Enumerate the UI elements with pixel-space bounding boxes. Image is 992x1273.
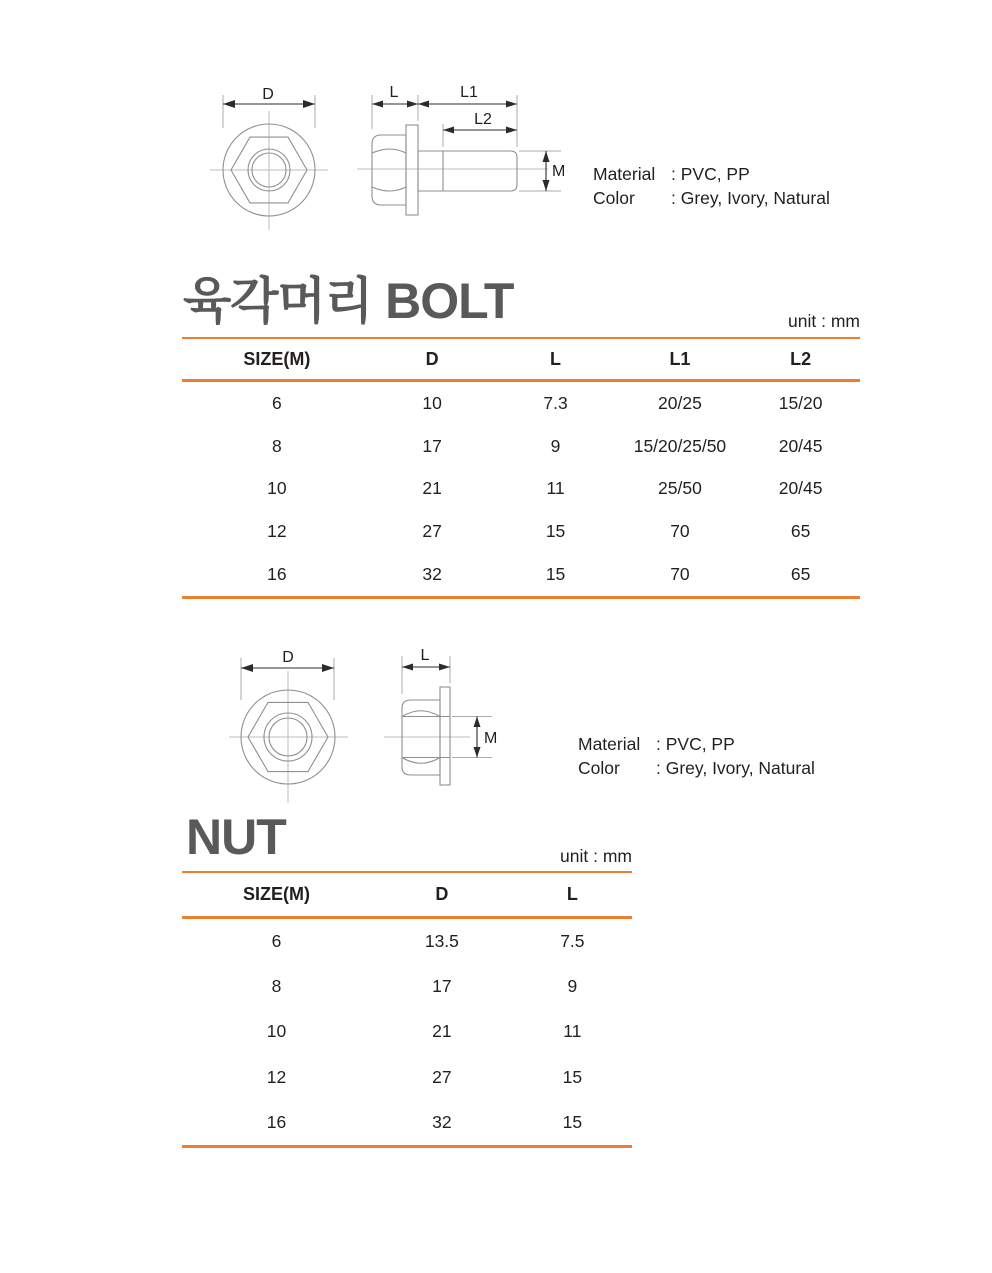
material-row: [578, 733, 815, 757]
column-header: D: [425, 348, 439, 369]
column-header: L2: [790, 348, 812, 369]
bolt-section-title: 육각머리 BOLT: [183, 273, 514, 329]
table-cell: 20/45: [778, 478, 823, 499]
table-row: [182, 510, 860, 553]
table-cell: 32: [432, 1111, 452, 1132]
bolt-dim-l1-label: L1: [460, 84, 478, 101]
dim-arrow: [439, 664, 450, 671]
table-cell: 20/25: [658, 392, 702, 413]
table-cell: 25/50: [658, 478, 702, 499]
table-cell: 65: [790, 564, 811, 585]
column-header: L: [550, 348, 562, 369]
table-cell: 12: [266, 1066, 287, 1087]
material-label: Material: [593, 164, 656, 184]
table-cell: 21: [432, 1021, 452, 1042]
table-row: [182, 919, 632, 964]
dim-arrow: [543, 151, 550, 162]
table-cell: 21: [422, 478, 442, 499]
table-cell: 20/45: [778, 435, 823, 456]
material-value: : PVC, PP: [656, 734, 735, 754]
bolt-material-info: [593, 163, 830, 210]
dim-arrow: [402, 664, 413, 671]
bolt-dim-m-label: M: [552, 163, 566, 180]
table-cell: 17: [432, 976, 452, 997]
table-cell: 11: [563, 1021, 582, 1042]
bolt-side-view: [357, 84, 565, 215]
nut-front-view: [229, 649, 348, 803]
table-row: [182, 553, 860, 596]
dim-arrow: [506, 101, 517, 108]
nut-technical-drawing: [180, 615, 610, 815]
table-row: [182, 1009, 632, 1054]
bolt-table: [182, 337, 860, 599]
bolt-technical-drawing: [170, 50, 600, 245]
dim-arrow: [418, 101, 429, 108]
table-row: [182, 382, 860, 425]
table-cell: 6: [272, 392, 282, 413]
dim-arrow: [506, 127, 517, 134]
table-cell: 15/20: [778, 392, 823, 413]
dim-arrow: [303, 100, 315, 108]
table-cell: 10: [267, 478, 287, 499]
dim-arrow: [322, 664, 334, 672]
bolt-dim-d-label: D: [262, 86, 274, 103]
bolt-dim-l2-label: L2: [474, 111, 492, 128]
bolt-dim-l-label: L: [389, 84, 399, 101]
table-cell: 8: [272, 435, 282, 456]
table-row: [182, 468, 860, 511]
color-value: : Grey, Ivory, Natural: [656, 757, 815, 778]
nut-section-title: NUT: [186, 809, 286, 865]
table-cell: 70: [670, 521, 690, 542]
table-row: [182, 425, 860, 468]
color-label: Color: [593, 187, 635, 208]
table-cell: 65: [790, 521, 811, 542]
bolt-table-header-row: [182, 339, 860, 379]
divider: [182, 1145, 632, 1148]
material-row: [593, 163, 830, 187]
table-cell: 27: [422, 521, 442, 542]
table-cell: 7.5: [560, 931, 585, 952]
table-cell: 15: [562, 1111, 583, 1132]
table-cell: 15/20/25/50: [633, 435, 727, 456]
table-cell: 15: [545, 521, 566, 542]
column-header: L1: [669, 348, 691, 369]
table-cell: 32: [422, 564, 442, 585]
table-cell: 16: [266, 1111, 287, 1132]
dim-arrow: [543, 180, 550, 191]
table-cell: 15: [545, 564, 566, 585]
dim-arrow: [372, 101, 383, 108]
column-header: SIZE(M): [243, 348, 311, 369]
dim-arrow: [407, 101, 418, 108]
dim-arrow: [223, 100, 235, 108]
dim-arrow: [474, 717, 481, 728]
table-cell: 27: [432, 1066, 452, 1087]
column-header: L: [566, 884, 578, 904]
dim-arrow: [241, 664, 253, 672]
table-row: [182, 964, 632, 1009]
material-label: Material: [578, 734, 641, 754]
table-cell: 16: [267, 564, 287, 585]
nut-side-view: [384, 647, 497, 785]
color-label: Color: [578, 757, 620, 778]
dim-arrow: [443, 127, 454, 134]
table-cell: 10: [422, 392, 442, 413]
dim-arrow: [474, 747, 481, 758]
nut-unit-label: unit : mm: [560, 846, 632, 866]
divider: [182, 596, 860, 599]
column-header: SIZE(M): [243, 884, 310, 904]
color-row: [593, 187, 830, 211]
material-value: : PVC, PP: [671, 164, 750, 184]
column-header: D: [435, 884, 449, 904]
table-cell: 7.3: [543, 392, 568, 413]
bolt-front-view: [210, 86, 328, 230]
table-cell: 13.5: [424, 931, 459, 952]
color-row: [578, 757, 815, 781]
nut-material-info: [578, 733, 815, 780]
nut-table-header-row: [182, 873, 632, 916]
color-value: : Grey, Ivory, Natural: [671, 187, 830, 208]
table-cell: 11: [546, 478, 565, 499]
bolt-unit-label: unit : mm: [788, 311, 860, 331]
table-row: [182, 1055, 632, 1100]
table-row: [182, 1100, 632, 1145]
table-cell: 9: [567, 976, 578, 997]
table-cell: 15: [562, 1066, 583, 1087]
nut-dim-l-label: L: [420, 647, 430, 664]
table-cell: 6: [271, 931, 282, 952]
table-cell: 10: [266, 1021, 287, 1042]
table-cell: 9: [550, 435, 561, 456]
nut-dim-d-label: D: [282, 649, 294, 666]
table-cell: 12: [267, 521, 287, 542]
nut-table: [182, 871, 632, 1148]
table-cell: 8: [271, 976, 282, 997]
nut-dim-m-label: M: [484, 730, 498, 747]
table-cell: 17: [422, 435, 442, 456]
table-cell: 70: [670, 564, 690, 585]
